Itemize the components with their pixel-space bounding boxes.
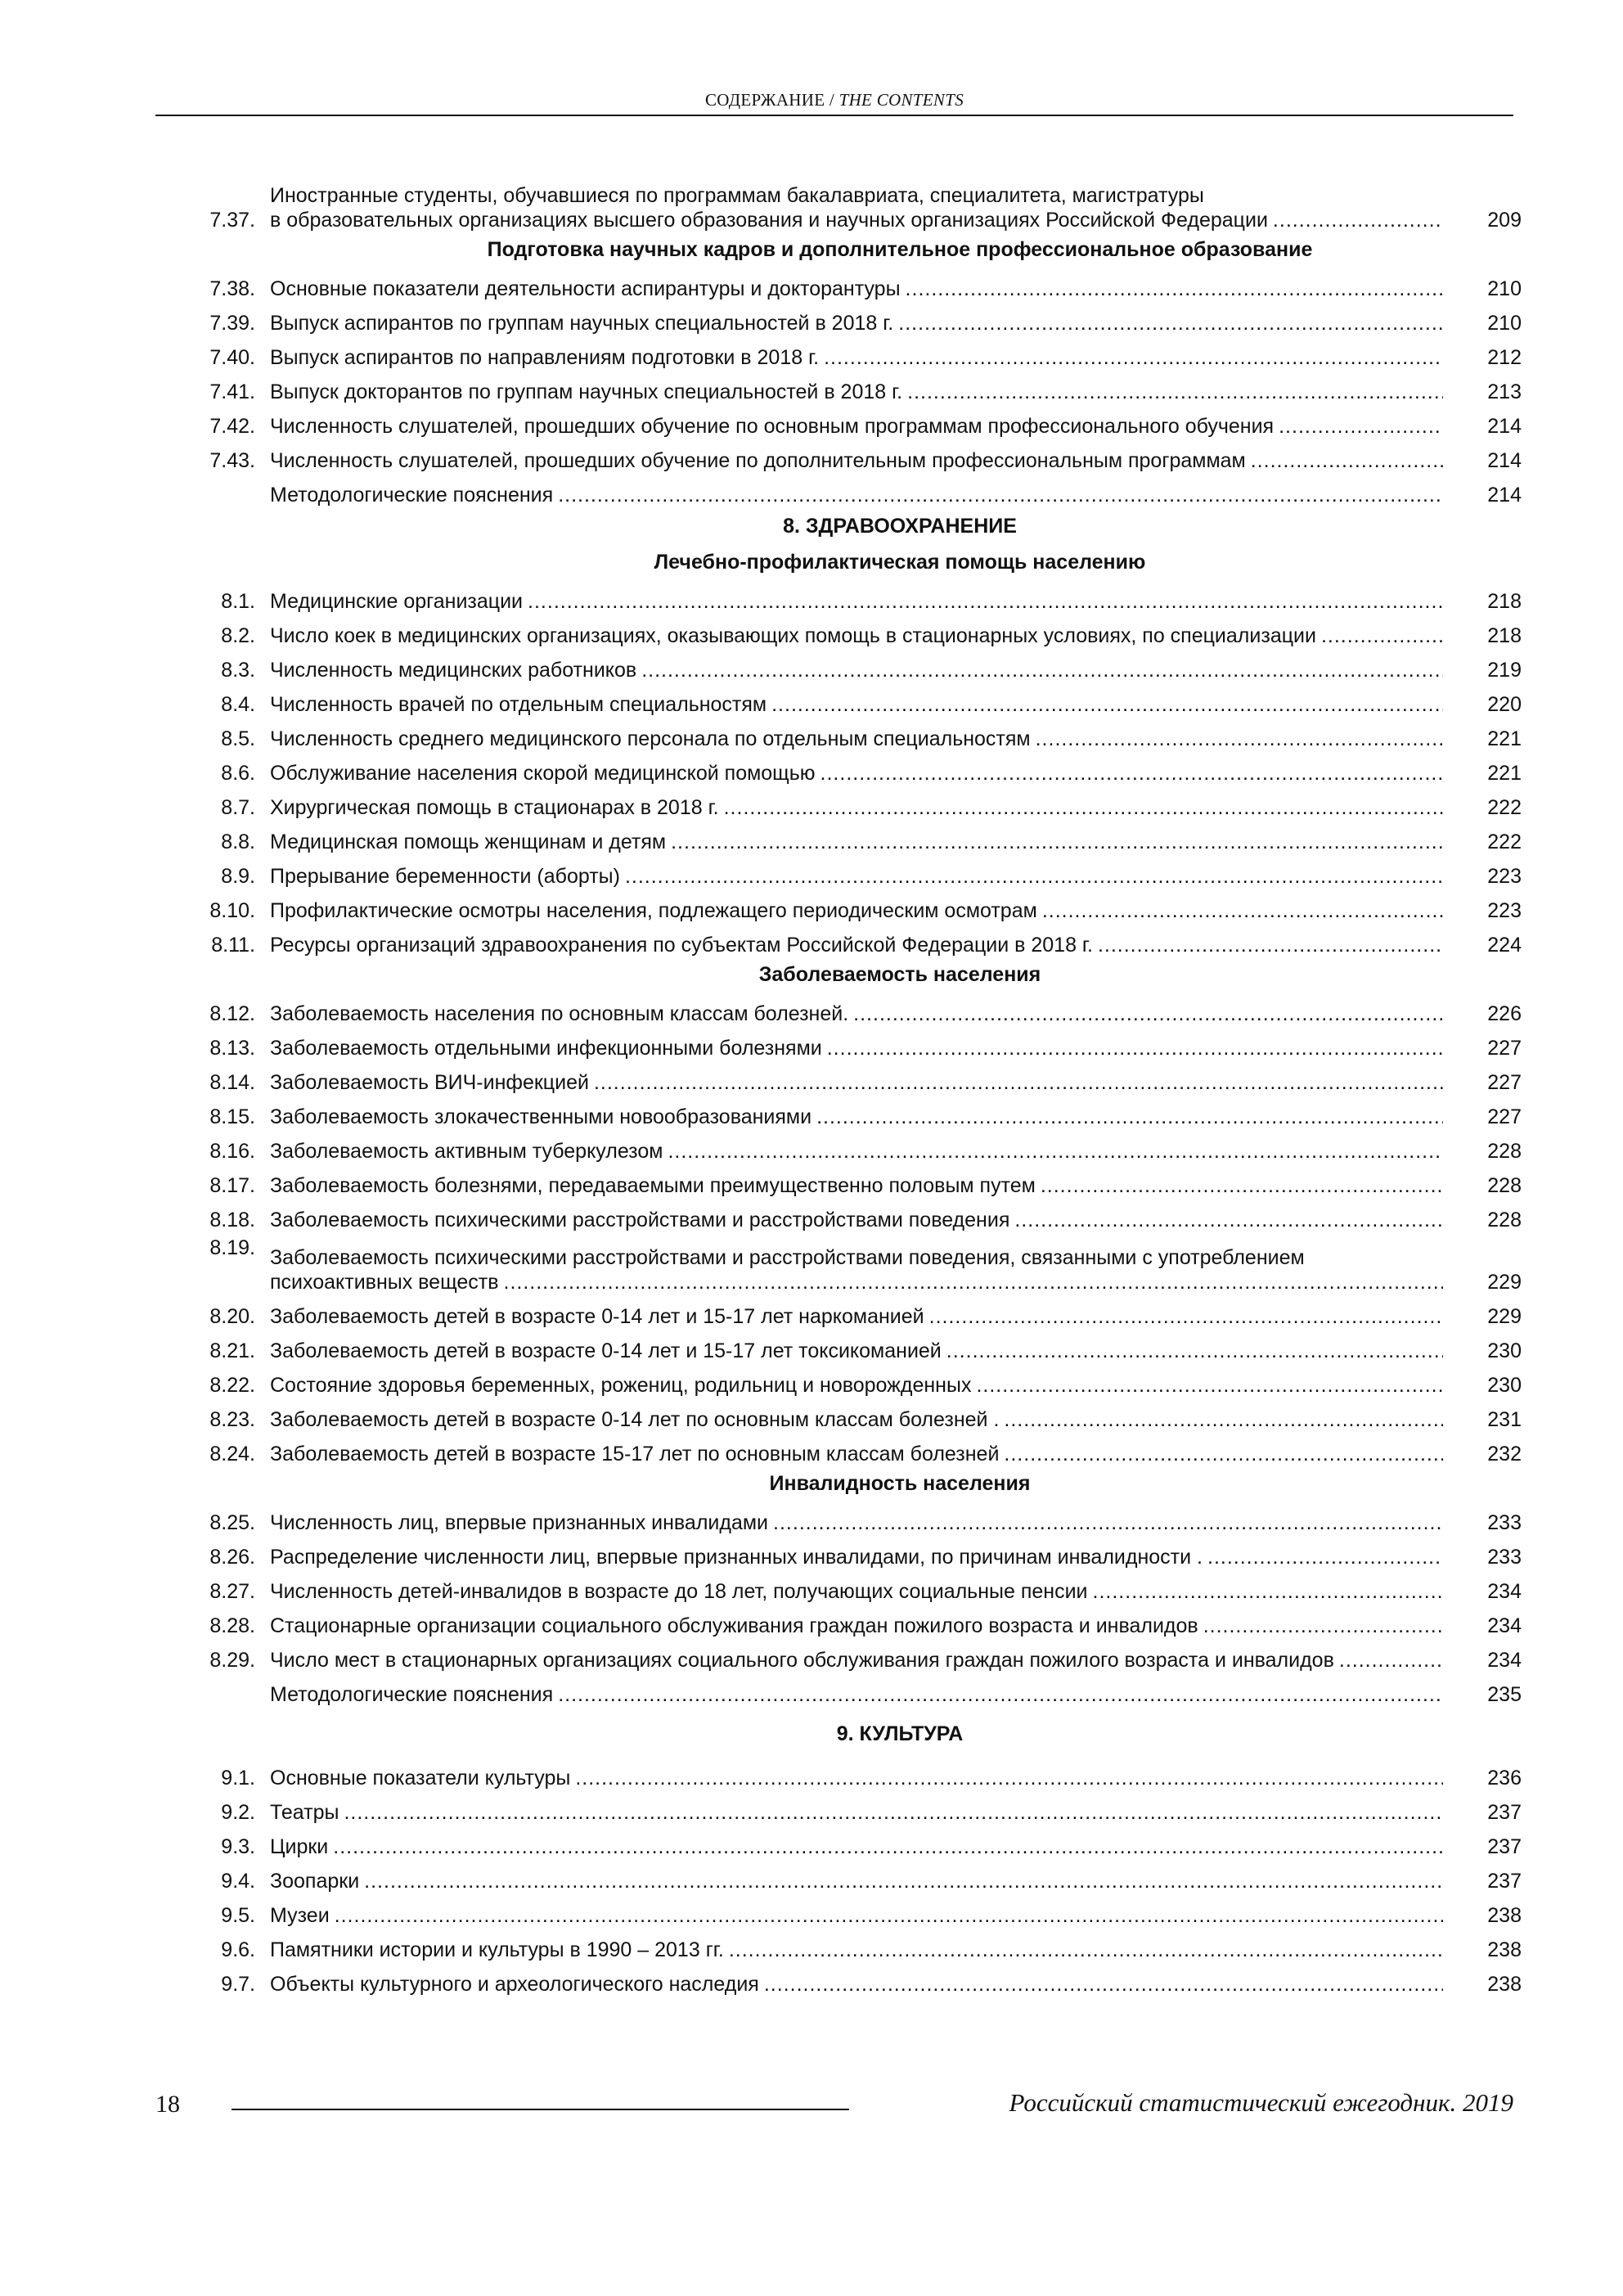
toc-entry-8-27[interactable] (180, 1569, 1522, 1604)
entry-page: 222 (1487, 831, 1522, 853)
entry-page: 226 (1487, 1002, 1522, 1025)
entry-number: 8.11. (211, 934, 255, 957)
entry-title: Обслуживание населения скорой медицинской помощью (270, 762, 816, 785)
toc-entry-8-29[interactable] (180, 1638, 1522, 1672)
toc-entry-8-2[interactable] (180, 614, 1522, 648)
toc-entry-7-37[interactable] (180, 170, 1522, 232)
entry-title: Заболеваемость детей в возрасте 0-14 лет и 15-17 лет токсикоманией (270, 1339, 942, 1362)
dot-leader (1279, 414, 1443, 439)
toc-entry-methodology-7[interactable] (180, 473, 1522, 507)
dot-leader (976, 1373, 1443, 1398)
entry-title: Численность лиц, впервые признанных инвалидами (270, 1511, 769, 1534)
toc-entry-7-40[interactable] (180, 335, 1522, 370)
entry-number: 8.13. (209, 1037, 255, 1060)
entry-number: 8.20. (209, 1305, 255, 1328)
entry-number: 8.3. (221, 659, 255, 682)
entry-number: 8.22. (209, 1374, 255, 1397)
toc-entry-8-10[interactable] (180, 889, 1522, 923)
entry-number: 8.28. (209, 1614, 255, 1637)
toc-entry-8-6[interactable] (180, 751, 1522, 786)
toc-entry-8-26[interactable] (180, 1535, 1522, 1569)
dot-leader (946, 1339, 1443, 1363)
entry-number: 8.5. (221, 727, 255, 750)
dot-leader (898, 311, 1443, 335)
entry-page: 231 (1487, 1408, 1522, 1431)
entry-page: 218 (1487, 590, 1522, 613)
entry-title: Театры (270, 1801, 339, 1824)
toc-entry-8-5[interactable] (180, 717, 1522, 751)
toc-entry-8-18[interactable] (180, 1198, 1522, 1232)
entry-page: 227 (1487, 1105, 1522, 1128)
entry-number: 8.24. (209, 1443, 255, 1465)
toc-entry-8-12[interactable] (180, 992, 1522, 1026)
toc-entry-8-21[interactable] (180, 1329, 1522, 1363)
toc-entry-8-7[interactable] (180, 786, 1522, 820)
entry-title: Распределение численности лиц, впервые признанных инвалидами, по причинам инвалидности . (270, 1546, 1203, 1569)
toc-entry-9-6[interactable] (180, 1928, 1522, 1962)
entry-page: 238 (1487, 1938, 1522, 1961)
entry-number: 9.7. (221, 1973, 255, 1996)
entry-number: 7.39. (209, 312, 255, 335)
entry-number: 8.15. (209, 1105, 255, 1128)
entry-number: 8.9. (221, 865, 255, 888)
toc-entry-7-42[interactable] (180, 404, 1522, 439)
entry-number: 8.7. (221, 796, 255, 819)
running-head-en: THE CONTENTS (838, 90, 964, 110)
dot-leader (558, 1682, 1443, 1707)
dot-leader (724, 795, 1443, 820)
entry-title: Музеи (270, 1904, 330, 1927)
toc-entry-8-28[interactable] (180, 1604, 1522, 1638)
entry-page: 237 (1487, 1835, 1522, 1858)
entry-page: 223 (1487, 899, 1522, 922)
dot-leader (575, 1766, 1443, 1790)
footer-rule (232, 2109, 849, 2110)
entry-title-line1: Иностранные студенты, обучавшиеся по программам бакалавриата, специалитета, магистратуры (270, 184, 1204, 207)
running-head (155, 90, 1513, 110)
dot-leader (907, 380, 1443, 404)
dot-leader (641, 658, 1443, 682)
entry-title: Заболеваемость населения по основным классам болезней. (270, 1002, 849, 1025)
entry-title: Медицинская помощь женщинам и детям (270, 831, 667, 853)
entry-page: 210 (1487, 277, 1522, 300)
dot-leader (335, 1903, 1443, 1928)
entry-number: 9.3. (221, 1835, 255, 1858)
toc-entry-7-38[interactable] (180, 267, 1522, 301)
page-number: 18 (155, 2091, 180, 2118)
toc-entry-8-22[interactable] (180, 1363, 1522, 1398)
toc-entry-8-19[interactable] (180, 1232, 1522, 1294)
entry-number: 8.14. (209, 1071, 255, 1094)
entry-page: 210 (1487, 312, 1522, 335)
entry-title: Численность слушателей, прошедших обучение по дополнительным профессиональным программам (270, 449, 1246, 472)
entry-number: 9.1. (221, 1767, 255, 1790)
dot-leader (771, 692, 1443, 717)
toc-entry-8-13[interactable] (180, 1026, 1522, 1060)
dot-leader (929, 1304, 1443, 1329)
entry-page: 221 (1487, 727, 1522, 750)
toc-entry-8-20[interactable] (180, 1294, 1522, 1329)
entry-title: Число коек в медицинских организациях, оказывающих помощь в стационарных условиях, по специализации (270, 624, 1316, 647)
toc-entry-8-9[interactable] (180, 854, 1522, 889)
entry-page: 230 (1487, 1374, 1522, 1397)
entry-page: 237 (1487, 1870, 1522, 1893)
entry-title: Объекты культурного и археологического наследия (270, 1973, 759, 1996)
entry-title: Заболеваемость отдельными инфекционными болезнями (270, 1037, 822, 1060)
entry-number: 8.12. (209, 1002, 255, 1025)
entry-page: 219 (1487, 659, 1522, 682)
section-heading: Заболеваемость населения (758, 963, 1041, 986)
dot-leader (1042, 898, 1443, 923)
entry-page: 212 (1487, 346, 1522, 369)
entry-page: 229 (1487, 1305, 1522, 1328)
dot-leader (729, 1938, 1443, 1962)
dot-leader (671, 830, 1443, 854)
entry-title: Заболеваемость детей в возрасте 0-14 лет и 15-17 лет наркоманией (270, 1305, 924, 1328)
entry-title: Состояние здоровья беременных, рожениц, родильниц и новорожденных (270, 1374, 972, 1397)
entry-number: 8.18. (209, 1209, 255, 1231)
toc-entry-9-4[interactable] (180, 1859, 1522, 1893)
section-heading: Инвалидность населения (769, 1472, 1031, 1495)
entry-title: Выпуск аспирантов по направлениям подготовки в 2018 г. (270, 346, 820, 369)
dot-leader (1014, 1208, 1443, 1232)
entry-title: Цирки (270, 1835, 329, 1858)
dot-leader (1098, 933, 1443, 957)
dot-leader (364, 1869, 1443, 1893)
chapter-heading: 8. ЗДРАВООХРАНЕНИЕ (783, 515, 1017, 538)
dot-leader (827, 1036, 1443, 1060)
entry-page: 228 (1487, 1209, 1522, 1231)
entry-title-line2: психоактивных веществ (270, 1271, 499, 1294)
entry-page: 236 (1487, 1767, 1522, 1790)
dot-leader (333, 1835, 1443, 1859)
dot-leader (906, 277, 1443, 301)
entry-title: Численность медицинских работников (270, 659, 637, 682)
dot-leader (528, 589, 1443, 614)
entry-page: 235 (1487, 1683, 1522, 1706)
entry-title: Численность врачей по отдельным специальностям (270, 693, 767, 716)
dot-leader (1203, 1614, 1443, 1638)
toc-entry-8-14[interactable] (180, 1060, 1522, 1095)
entry-page: 230 (1487, 1339, 1522, 1362)
entry-title: Ресурсы организаций здравоохранения по субъектам Российской Федерации в 2018 г. (270, 934, 1093, 957)
dot-leader (1036, 727, 1443, 751)
entry-title: Заболеваемость психическими расстройствами и расстройствами поведения (270, 1209, 1010, 1231)
entry-title: Заболеваемость ВИЧ-инфекцией (270, 1071, 589, 1094)
entry-page: 238 (1487, 1904, 1522, 1927)
entry-number: 7.40. (209, 346, 255, 369)
entry-number: 9.2. (221, 1801, 255, 1824)
toc-entry-7-41[interactable] (180, 370, 1522, 404)
entry-title: Памятники истории и культуры в 1990 – 2013 гг. (270, 1938, 724, 1961)
dot-leader (344, 1800, 1443, 1825)
publication-title: Российский статистический ежегодник. 2019 (1009, 2088, 1513, 2117)
entry-title: Численность среднего медицинского персонала по отдельным специальностям (270, 727, 1031, 750)
entry-number: 8.21. (209, 1339, 255, 1362)
toc-entry-7-39[interactable] (180, 301, 1522, 335)
entry-number: 8.29. (209, 1649, 255, 1672)
entry-page: 214 (1487, 449, 1522, 472)
entry-page: 234 (1487, 1649, 1522, 1672)
entry-page: 237 (1487, 1801, 1522, 1824)
dot-leader (773, 1510, 1443, 1535)
entry-number: 8.23. (209, 1408, 255, 1431)
running-head-ru: СОДЕРЖАНИЕ / (704, 90, 839, 110)
entry-page: 227 (1487, 1037, 1522, 1060)
toc-entry-8-15[interactable] (180, 1095, 1522, 1129)
entry-title: Основные показатели культуры (270, 1767, 571, 1790)
entry-number: 8.4. (221, 693, 255, 716)
entry-title: Число мест в стационарных организациях социального обслуживания граждан пожилого возраста и инвалидов (270, 1649, 1334, 1672)
dot-leader (1251, 448, 1443, 473)
entry-title: Численность слушателей, прошедших обучение по основным программам профессионального обучения (270, 415, 1275, 438)
entry-title: Заболеваемость активным туберкулезом (270, 1140, 663, 1163)
chapter-heading: 9. КУЛЬТУРА (836, 1722, 964, 1745)
entry-title: Выпуск докторантов по группам научных специальностей в 2018 г. (270, 380, 903, 403)
dot-leader (558, 483, 1443, 507)
entry-title: Медицинские организации (270, 590, 524, 613)
dot-leader (625, 864, 1443, 889)
dot-leader (764, 1972, 1443, 1997)
toc-entry-8-8[interactable] (180, 820, 1522, 854)
entry-title: Стационарные организации социального обслуживания граждан пожилого возраста и инвалидов (270, 1614, 1198, 1637)
dot-leader (820, 761, 1443, 786)
entry-number: 7.42. (209, 415, 255, 438)
entry-title: Заболеваемость детей в возрасте 0-14 лет по основным классам болезней . (270, 1408, 1000, 1431)
entry-number: 8.17. (209, 1174, 255, 1197)
entry-number: 7.43. (209, 449, 255, 472)
dot-leader (1004, 1407, 1443, 1432)
entry-title: Численность детей-инвалидов в возрасте до 18 лет, получающих социальные пенсии (270, 1580, 1088, 1603)
entry-title-line2: в образовательных организациях высшего образования и научных организациях Российской Федерации (270, 209, 1268, 232)
entry-page: 209 (1487, 209, 1522, 232)
entry-number: 8.26. (209, 1546, 255, 1569)
table-of-contents (180, 170, 1522, 1997)
entry-number: 8.6. (221, 762, 255, 785)
entry-title-line1: Заболеваемость психическими расстройствами и расстройствами поведения, связанными с употреблением (270, 1246, 1305, 1269)
toc-entry-8-3[interactable] (180, 648, 1522, 682)
dot-leader (1207, 1545, 1443, 1569)
entry-number: 7.37. (209, 209, 255, 232)
entry-page: 223 (1487, 865, 1522, 888)
entry-number: 8.2. (221, 624, 255, 647)
entry-page: 221 (1487, 762, 1522, 785)
dot-leader (1004, 1442, 1443, 1466)
toc-entry-9-7[interactable] (180, 1962, 1522, 1997)
dot-leader (668, 1139, 1443, 1164)
entry-page: 213 (1487, 380, 1522, 403)
section-heading: Подготовка научных кадров и дополнительное профессиональное образование (487, 238, 1313, 261)
toc-entry-methodology-8[interactable] (180, 1672, 1522, 1707)
entry-number: 8.25. (209, 1511, 255, 1534)
dot-leader (1093, 1579, 1443, 1604)
entry-number: 7.41. (209, 380, 255, 403)
entry-title: Заболеваемость злокачественными новообразованиями (270, 1105, 812, 1128)
dot-leader (1041, 1173, 1443, 1198)
entry-page: 220 (1487, 693, 1522, 716)
entry-number: 8.19. (209, 1236, 255, 1259)
entry-title: Зоопарки (270, 1870, 360, 1893)
toc-entry-9-2[interactable] (180, 1790, 1522, 1825)
entry-number: 9.5. (221, 1904, 255, 1927)
toc-entry-9-5[interactable] (180, 1893, 1522, 1928)
entry-number: 8.16. (209, 1140, 255, 1163)
entry-number: 8.8. (221, 831, 255, 853)
entry-number: 8.1. (221, 590, 255, 613)
toc-entry-8-1[interactable] (180, 579, 1522, 614)
dot-leader (1339, 1648, 1443, 1672)
toc-entry-9-1[interactable] (180, 1756, 1522, 1790)
dot-leader (1273, 208, 1443, 232)
entry-title: Заболеваемость болезнями, передаваемыми преимущественно половым путем (270, 1174, 1036, 1197)
toc-entry-8-4[interactable] (180, 682, 1522, 717)
entry-number: 7.38. (209, 277, 255, 300)
dot-leader (594, 1070, 1443, 1095)
toc-entry-7-43[interactable] (180, 439, 1522, 473)
entry-title: Заболеваемость детей в возрасте 15-17 лет по основным классам болезней (270, 1443, 1000, 1465)
toc-entry-9-3[interactable] (180, 1825, 1522, 1859)
entry-number: 9.4. (221, 1870, 255, 1893)
entry-page: 234 (1487, 1614, 1522, 1637)
entry-title: Прерывание беременности (аборты) (270, 865, 620, 888)
entry-title: Методологические пояснения (270, 1683, 554, 1706)
entry-number: 8.27. (209, 1580, 255, 1603)
dot-leader (824, 345, 1443, 370)
toc-entry-8-25[interactable] (180, 1501, 1522, 1535)
entry-title: Профилактические осмотры населения, подлежащего периодическим осмотрам (270, 899, 1037, 922)
entry-page: 229 (1487, 1271, 1522, 1294)
entry-page: 214 (1487, 484, 1522, 506)
entry-page: 214 (1487, 415, 1522, 438)
dot-leader (504, 1270, 1444, 1294)
entry-page: 232 (1487, 1443, 1522, 1465)
entry-page: 238 (1487, 1973, 1522, 1996)
entry-page: 218 (1487, 624, 1522, 647)
entry-title: Выпуск аспирантов по группам научных специальностей в 2018 г. (270, 312, 894, 335)
entry-page: 228 (1487, 1174, 1522, 1197)
entry-page: 234 (1487, 1580, 1522, 1603)
dot-leader (816, 1105, 1443, 1129)
toc-entry-8-24[interactable] (180, 1432, 1522, 1466)
toc-entry-8-17[interactable] (180, 1164, 1522, 1198)
section-heading: Лечебно-профилактическая помощь населению (654, 551, 1146, 574)
toc-entry-8-16[interactable] (180, 1129, 1522, 1164)
entry-page: 224 (1487, 934, 1522, 957)
toc-entry-8-23[interactable] (180, 1398, 1522, 1432)
entry-number: 8.10. (209, 899, 255, 922)
header-rule (155, 115, 1513, 116)
entry-title: Основные показатели деятельности аспирантуры и докторантуры (270, 277, 901, 300)
entry-title: Методологические пояснения (270, 484, 554, 506)
entry-page: 222 (1487, 796, 1522, 819)
entry-page: 228 (1487, 1140, 1522, 1163)
entry-page: 233 (1487, 1546, 1522, 1569)
entry-number: 9.6. (221, 1938, 255, 1961)
toc-entry-8-11[interactable] (180, 923, 1522, 957)
entry-page: 233 (1487, 1511, 1522, 1534)
dot-leader (1321, 624, 1443, 648)
dot-leader (853, 1002, 1443, 1026)
entry-title: Хирургическая помощь в стационарах в 2018 г. (270, 796, 719, 819)
entry-page: 227 (1487, 1071, 1522, 1094)
